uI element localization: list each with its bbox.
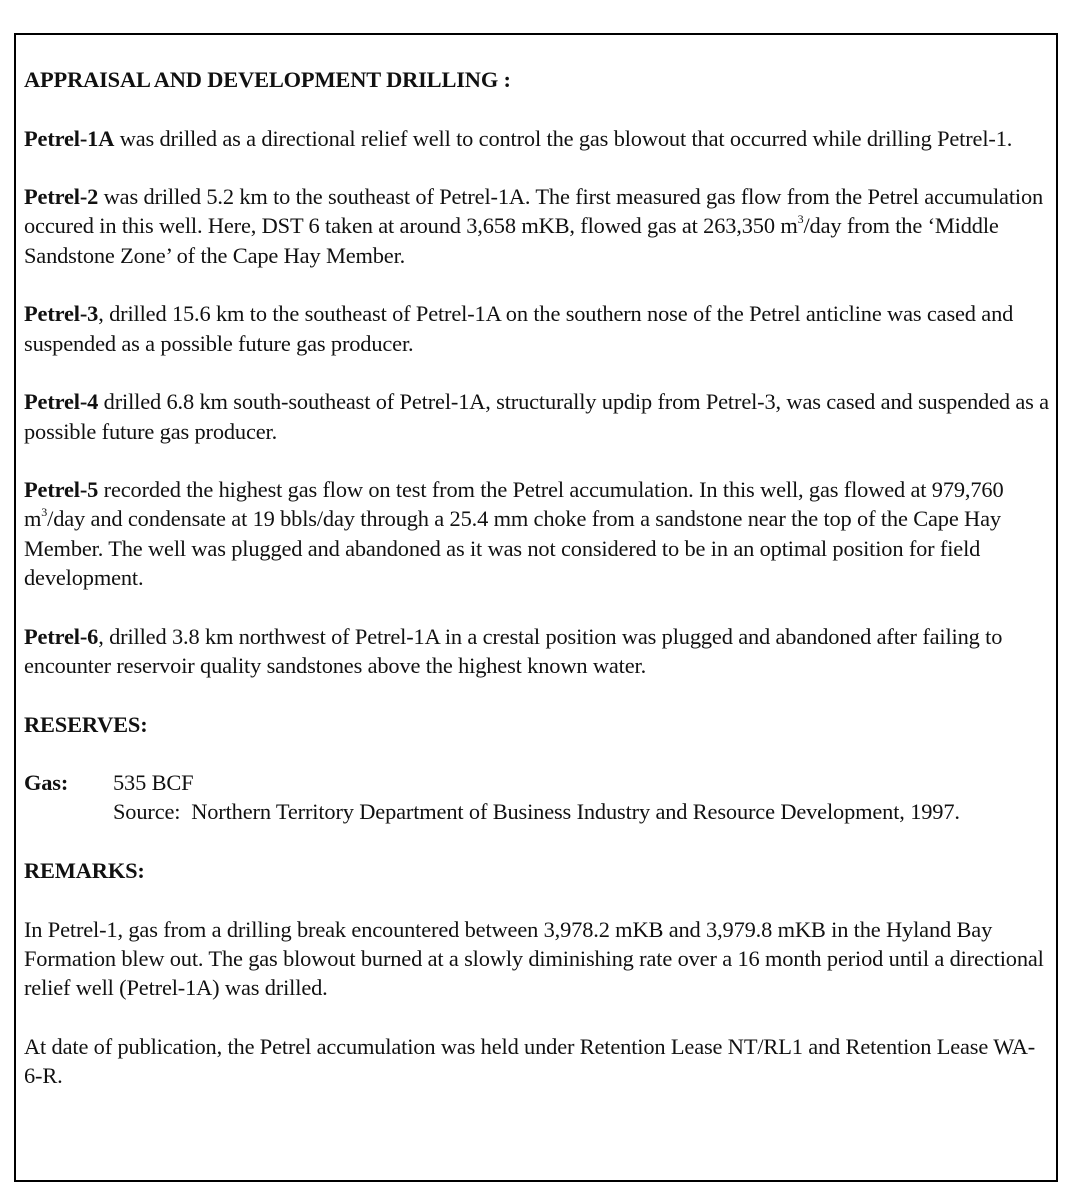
superscript: 3 — [41, 504, 48, 519]
reserves-gas-row — [24, 768, 1050, 827]
well-description: drilled 6.8 km south-southeast of Petrel-1A, structurally updip from Petrel-3, was cased and suspended as a possible future gas producer. — [24, 389, 1049, 444]
well-paragraph-petrel-3 — [24, 299, 1050, 358]
appraisal-heading: APPRAISAL AND DEVELOPMENT DRILLING : — [24, 67, 511, 92]
well-paragraph-petrel-4 — [24, 387, 1050, 446]
reserves-gas-label: Gas: — [24, 770, 69, 796]
superscript: 3 — [797, 212, 804, 227]
well-name: Petrel-6 — [24, 623, 99, 649]
well-description: was drilled as a directional relief well to control the gas blowout that occurred while drilling Petrel-1. — [114, 125, 1013, 151]
well-description: , drilled 3.8 km northwest of Petrel-1A in a crestal position was plugged and abandoned after failing to encounter reservoir quality sandstones above the highest known water. — [24, 623, 1003, 678]
document-frame — [14, 33, 1058, 1182]
reserves-heading: RESERVES: — [24, 711, 148, 737]
well-description-cont: /day and condensate at 19 bbls/day through a 25.4 mm choke from a sandstone near the top of the Cape Hay Member. The well was plugged and abandoned as it was not considered to be in an optimal position for field development. — [24, 506, 1001, 591]
remarks-paragraph: At date of publication, the Petrel accumulation was held under Retention Lease NT/RL1 and Retention Lease WA-6-R. — [24, 1033, 1036, 1089]
well-description: was drilled 5.2 km to the southeast of Petrel-1A. The first measured gas flow from the Petrel accumulation occured in this well. Here, DST 6 taken at around 3,658 mKB, flowed gas at 263,350 m — [24, 184, 1044, 239]
well-description: , drilled 15.6 km to the southeast of Petrel-1A on the southern nose of the Petrel anticline was cased and suspended as a possible future gas producer. — [24, 301, 1014, 356]
remarks-paragraph: In Petrel-1, gas from a drilling break encountered between 3,978.2 mKB and 3,979.8 mKB in the Hyland Bay Formation blew out. The gas blowout burned at a slowly diminishing rate over a 16 month period until a directional relief well (Petrel-1A) was drilled. — [24, 916, 1044, 1001]
well-paragraph-petrel-2 — [24, 182, 1050, 270]
well-paragraph-petrel-5 — [24, 475, 1050, 592]
well-name: Petrel-1A — [24, 125, 115, 151]
well-paragraph-petrel-1a — [24, 124, 1050, 153]
remarks-heading: REMARKS: — [24, 858, 145, 884]
document-content — [24, 65, 1050, 1090]
well-name: Petrel-4 — [24, 389, 99, 415]
reserves-gas-value: 535 BCF — [113, 770, 194, 796]
well-name: Petrel-3 — [24, 301, 99, 327]
well-description: recorded the highest gas flow on test from the Petrel accumulation. In this well, gas flowed at 979,760 m — [24, 477, 1004, 532]
well-name: Petrel-2 — [24, 184, 99, 210]
well-paragraph-petrel-6 — [24, 622, 1050, 681]
well-description-cont: /day from the ‘Middle Sandstone Zone’ of the Cape Hay Member. — [24, 213, 999, 268]
reserves-source: Source: Northern Territory Department of Business Industry and Resource Development, 1997. — [113, 799, 960, 825]
well-name: Petrel-5 — [24, 477, 99, 503]
